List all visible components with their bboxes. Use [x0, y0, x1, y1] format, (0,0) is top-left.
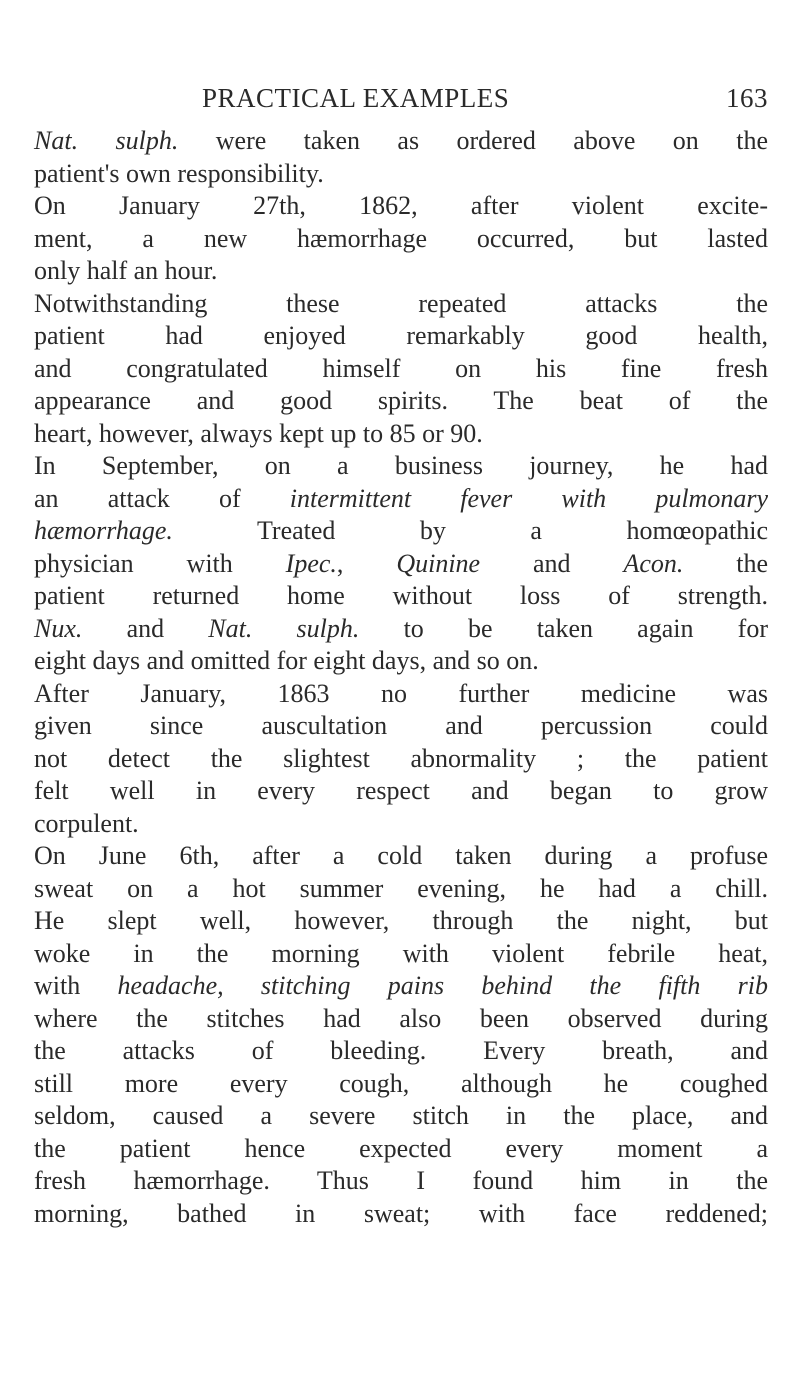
text-run: woke in the morning with violent febrile heat, [34, 938, 768, 968]
text-run: eight days and omitted for eight days, and so on. [34, 646, 539, 675]
page-number: 163 [726, 83, 768, 113]
text-run: felt well in every respect and began to grow [34, 776, 768, 805]
text-line [34, 385, 768, 418]
text-run: Treated by a homœopathic [172, 516, 768, 545]
text-run: were taken as ordered above on the [178, 126, 768, 155]
text-run: and [480, 548, 624, 578]
text-run: still more every cough, although he coughed [34, 1068, 768, 1098]
text-run: Notwithstanding these repeated attacks the [34, 288, 768, 318]
text-line [34, 255, 768, 288]
text-run: corpulent. [34, 808, 139, 838]
text-line [34, 808, 768, 841]
text-run: sweat on a hot summer evening, he had a chill. [34, 873, 768, 903]
text-run: In September, on a business journey, he had [34, 451, 768, 480]
italic-text: intermittent fever with pulmonary [289, 483, 768, 513]
text-line [34, 1068, 768, 1101]
text-run: physician with [34, 548, 286, 578]
text-run: to be taken again for [359, 613, 768, 643]
text-line [34, 1198, 768, 1231]
text-run: He slept well, however, through the night, but [34, 906, 768, 935]
text-run: fresh hæmorrhage. Thus I found him in the [34, 1166, 768, 1195]
text-run: seldom, caused a severe stitch in the place, and [34, 1101, 768, 1130]
italic-text: Nat. sulph. [34, 126, 179, 155]
text-run: , [336, 548, 397, 578]
text-run: only half an hour. [34, 256, 218, 285]
text-run: the attacks of bleeding. Every breath, and [34, 1036, 768, 1065]
text-run: where the stitches had also been observed during [34, 1003, 768, 1033]
text-run: morning, bathed in sweat; with face reddened; [34, 1198, 768, 1228]
text-line [34, 483, 768, 516]
text-run: the patient hence expected every moment a [34, 1133, 768, 1163]
text-run: heart, however, always kept up to 85 or 90. [34, 418, 483, 448]
text-line [34, 353, 768, 386]
text-run: On June 6th, after a cold taken during a profuse [34, 841, 768, 870]
text-line [34, 223, 768, 256]
text-line [34, 1035, 768, 1068]
text-run: and [82, 613, 209, 643]
text-line [34, 1133, 768, 1166]
text-line [34, 938, 768, 971]
text-line [34, 645, 768, 678]
text-line [34, 125, 768, 158]
text-run: not detect the slightest abnormality ; the patient [34, 743, 768, 773]
text-line [34, 158, 768, 191]
text-line [34, 515, 768, 548]
text-line [34, 613, 768, 646]
text-line [34, 548, 768, 581]
text-run: After January, 1863 no further medicine was [34, 678, 768, 708]
text-run: and congratulated himself on his fine fresh [34, 353, 768, 383]
text-run: On January 27th, 1862, after violent excite- [34, 191, 768, 220]
body-text [34, 125, 768, 1230]
running-header [34, 78, 768, 118]
text-run: patient returned home without loss of strength. [34, 581, 768, 610]
italic-text: hæmorrhage. [34, 516, 173, 545]
running-title: PRACTICAL EXAMPLES [202, 83, 510, 113]
text-run: patient had enjoyed remarkably good health, [34, 321, 768, 350]
italic-text: Acon. [623, 548, 684, 578]
text-line [34, 710, 768, 743]
italic-text: Quinine [396, 548, 481, 578]
text-run: the [683, 548, 769, 578]
italic-text: Ipec. [285, 548, 337, 578]
text-line [34, 580, 768, 613]
text-line [34, 873, 768, 906]
text-run: appearance and good spirits. The beat of the [34, 386, 768, 415]
text-line [34, 970, 768, 1003]
text-line [34, 1165, 768, 1198]
text-line [34, 288, 768, 321]
text-line [34, 320, 768, 353]
text-line [34, 418, 768, 451]
text-line [34, 775, 768, 808]
text-run: patient's own responsibility. [34, 158, 324, 188]
text-run: ment, a new hæmorrhage occurred, but lasted [34, 223, 768, 253]
italic-text: Nux. [34, 613, 83, 643]
text-line [34, 1100, 768, 1133]
text-run: given since auscultation and percussion could [34, 711, 768, 740]
text-line [34, 905, 768, 938]
text-line [34, 743, 768, 776]
text-line [34, 450, 768, 483]
text-line [34, 678, 768, 711]
text-run: an attack of [34, 483, 290, 513]
text-run: with [34, 971, 118, 1000]
italic-text: Nat. sulph. [208, 613, 360, 643]
text-line [34, 190, 768, 223]
text-line [34, 1003, 768, 1036]
text-line [34, 840, 768, 873]
italic-text: headache, stitching pains behind the fifth rib [117, 971, 768, 1000]
